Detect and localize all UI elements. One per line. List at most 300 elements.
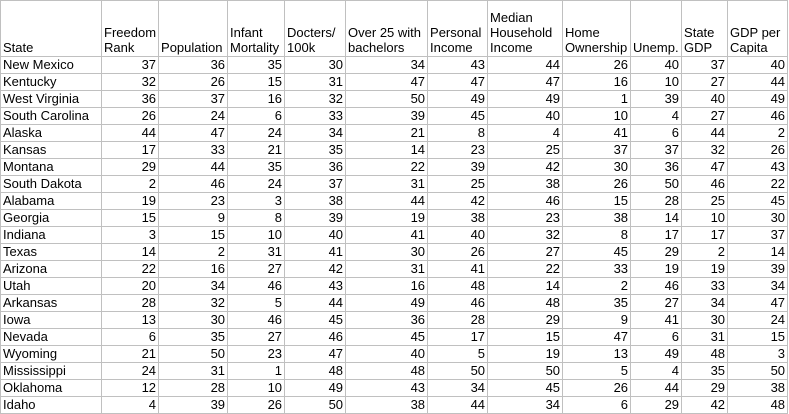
- value-cell[interactable]: 19: [346, 210, 428, 227]
- column-header-text: Income: [430, 40, 473, 55]
- value-cell[interactable]: 44: [102, 125, 159, 142]
- table-row: [1, 210, 788, 227]
- value-cell[interactable]: 27: [682, 74, 728, 91]
- value-cell[interactable]: 48: [728, 397, 788, 414]
- value-cell[interactable]: 3: [728, 346, 788, 363]
- value-cell[interactable]: 4: [102, 397, 159, 414]
- value-cell[interactable]: 34: [159, 278, 228, 295]
- column-header[interactable]: [682, 1, 728, 57]
- value-cell[interactable]: 3: [102, 227, 159, 244]
- value-cell[interactable]: 48: [346, 363, 428, 380]
- value-cell[interactable]: 38: [488, 176, 563, 193]
- value-cell[interactable]: 24: [228, 125, 285, 142]
- value-cell[interactable]: 15: [102, 210, 159, 227]
- state-name-cell[interactable]: New Mexico: [1, 57, 102, 74]
- value-cell[interactable]: 39: [159, 397, 228, 414]
- value-cell[interactable]: 8: [428, 125, 488, 142]
- table-row: [1, 346, 788, 363]
- value-cell[interactable]: 16: [563, 74, 631, 91]
- value-cell[interactable]: 41: [563, 125, 631, 142]
- value-cell[interactable]: 45: [728, 193, 788, 210]
- value-cell[interactable]: 21: [102, 346, 159, 363]
- value-cell[interactable]: 19: [488, 346, 563, 363]
- value-cell[interactable]: 1: [563, 91, 631, 108]
- value-cell[interactable]: 36: [102, 91, 159, 108]
- value-cell[interactable]: 48: [682, 346, 728, 363]
- value-cell[interactable]: 38: [428, 210, 488, 227]
- value-cell[interactable]: 43: [285, 278, 346, 295]
- value-cell[interactable]: 37: [728, 227, 788, 244]
- value-cell[interactable]: 41: [285, 244, 346, 261]
- column-header-text: State: [3, 40, 34, 55]
- column-header-text: Capita: [730, 40, 768, 55]
- value-cell[interactable]: 26: [102, 108, 159, 125]
- value-cell[interactable]: 45: [488, 380, 563, 397]
- value-cell[interactable]: 29: [631, 397, 682, 414]
- column-header-text: Freedom: [104, 25, 157, 40]
- value-cell[interactable]: 28: [428, 312, 488, 329]
- value-cell[interactable]: 25: [428, 176, 488, 193]
- value-cell[interactable]: 32: [102, 74, 159, 91]
- column-header[interactable]: [285, 1, 346, 57]
- table-row: [1, 397, 788, 414]
- value-cell[interactable]: 47: [428, 74, 488, 91]
- value-cell[interactable]: 8: [563, 227, 631, 244]
- value-cell[interactable]: 35: [563, 295, 631, 312]
- value-cell[interactable]: 35: [228, 159, 285, 176]
- value-cell[interactable]: 36: [346, 312, 428, 329]
- value-cell[interactable]: 46: [428, 295, 488, 312]
- column-header[interactable]: [228, 1, 285, 57]
- value-cell[interactable]: 26: [428, 244, 488, 261]
- value-cell[interactable]: 34: [682, 295, 728, 312]
- value-cell[interactable]: 1: [228, 363, 285, 380]
- value-cell[interactable]: 42: [285, 261, 346, 278]
- state-name-cell[interactable]: Utah: [1, 278, 102, 295]
- value-cell[interactable]: 38: [563, 210, 631, 227]
- table-row: [1, 108, 788, 125]
- value-cell[interactable]: 45: [346, 329, 428, 346]
- value-cell[interactable]: 46: [682, 176, 728, 193]
- value-cell[interactable]: 9: [563, 312, 631, 329]
- value-cell[interactable]: 15: [563, 193, 631, 210]
- state-name-cell[interactable]: Indiana: [1, 227, 102, 244]
- value-cell[interactable]: 35: [682, 363, 728, 380]
- table-row: [1, 142, 788, 159]
- state-name-cell[interactable]: Kansas: [1, 142, 102, 159]
- value-cell[interactable]: 33: [682, 278, 728, 295]
- value-cell[interactable]: 47: [346, 74, 428, 91]
- value-cell[interactable]: 37: [102, 57, 159, 74]
- value-cell[interactable]: 8: [228, 210, 285, 227]
- value-cell[interactable]: 2: [159, 244, 228, 261]
- value-cell[interactable]: 44: [285, 295, 346, 312]
- value-cell[interactable]: 14: [488, 278, 563, 295]
- table-row: [1, 261, 788, 278]
- value-cell[interactable]: 43: [346, 380, 428, 397]
- table-row: [1, 295, 788, 312]
- value-cell[interactable]: 21: [346, 125, 428, 142]
- value-cell[interactable]: 4: [631, 363, 682, 380]
- column-header-text: GDP: [684, 40, 713, 55]
- header-row: [1, 1, 788, 57]
- value-cell[interactable]: 22: [346, 159, 428, 176]
- value-cell[interactable]: 5: [563, 363, 631, 380]
- state-name-cell[interactable]: South Dakota: [1, 176, 102, 193]
- value-cell[interactable]: 49: [728, 91, 788, 108]
- value-cell[interactable]: 49: [285, 380, 346, 397]
- column-header-text: GDP per: [730, 25, 781, 40]
- value-cell[interactable]: 36: [631, 159, 682, 176]
- value-cell[interactable]: 30: [285, 57, 346, 74]
- value-cell[interactable]: 39: [285, 210, 346, 227]
- column-header-text: bachelors: [348, 40, 405, 55]
- state-name-cell[interactable]: Alabama: [1, 193, 102, 210]
- value-cell[interactable]: 45: [285, 312, 346, 329]
- value-cell[interactable]: 33: [563, 261, 631, 278]
- value-cell[interactable]: 19: [631, 261, 682, 278]
- value-cell[interactable]: 43: [728, 159, 788, 176]
- value-cell[interactable]: 42: [682, 397, 728, 414]
- value-cell[interactable]: 26: [228, 397, 285, 414]
- value-cell[interactable]: 50: [346, 91, 428, 108]
- value-cell[interactable]: 24: [728, 312, 788, 329]
- value-cell[interactable]: 40: [631, 57, 682, 74]
- column-header-text: Rank: [104, 40, 135, 55]
- value-cell[interactable]: 28: [631, 193, 682, 210]
- column-header[interactable]: [159, 1, 228, 57]
- value-cell[interactable]: 16: [346, 278, 428, 295]
- value-cell[interactable]: 20: [102, 278, 159, 295]
- value-cell[interactable]: 44: [159, 159, 228, 176]
- column-header-text: Home: [565, 25, 600, 40]
- value-cell[interactable]: 13: [102, 312, 159, 329]
- value-cell[interactable]: 6: [563, 397, 631, 414]
- value-cell[interactable]: 47: [488, 74, 563, 91]
- value-cell[interactable]: 14: [631, 210, 682, 227]
- value-cell[interactable]: 6: [102, 329, 159, 346]
- value-cell[interactable]: 46: [228, 312, 285, 329]
- value-cell[interactable]: 23: [228, 346, 285, 363]
- value-cell[interactable]: 17: [682, 227, 728, 244]
- column-header-text: Over 25 with: [348, 25, 422, 40]
- value-cell[interactable]: 3: [228, 193, 285, 210]
- value-cell[interactable]: 6: [228, 108, 285, 125]
- value-cell[interactable]: 25: [682, 193, 728, 210]
- value-cell[interactable]: 34: [346, 57, 428, 74]
- value-cell[interactable]: 35: [228, 57, 285, 74]
- value-cell[interactable]: 49: [346, 295, 428, 312]
- value-cell[interactable]: 36: [159, 57, 228, 74]
- value-cell[interactable]: 47: [682, 159, 728, 176]
- column-header-text: Ownership: [565, 40, 628, 55]
- value-cell[interactable]: 10: [228, 380, 285, 397]
- value-cell[interactable]: 47: [285, 346, 346, 363]
- state-name-cell[interactable]: Nevada: [1, 329, 102, 346]
- state-name-cell[interactable]: Mississippi: [1, 363, 102, 380]
- value-cell[interactable]: 9: [159, 210, 228, 227]
- value-cell[interactable]: 35: [285, 142, 346, 159]
- value-cell[interactable]: 19: [682, 261, 728, 278]
- value-cell[interactable]: 45: [563, 244, 631, 261]
- value-cell[interactable]: 27: [631, 295, 682, 312]
- column-header-text: Median: [490, 10, 533, 25]
- value-cell[interactable]: 42: [488, 159, 563, 176]
- table-row: [1, 159, 788, 176]
- value-cell[interactable]: 26: [728, 142, 788, 159]
- value-cell[interactable]: 14: [346, 142, 428, 159]
- value-cell[interactable]: 10: [563, 108, 631, 125]
- value-cell[interactable]: 37: [285, 176, 346, 193]
- column-header[interactable]: [1, 1, 102, 57]
- value-cell[interactable]: 30: [563, 159, 631, 176]
- value-cell[interactable]: 30: [159, 312, 228, 329]
- state-name-cell[interactable]: Arizona: [1, 261, 102, 278]
- value-cell[interactable]: 40: [682, 91, 728, 108]
- value-cell[interactable]: 50: [631, 176, 682, 193]
- value-cell[interactable]: 40: [488, 108, 563, 125]
- value-cell[interactable]: 16: [228, 91, 285, 108]
- value-cell[interactable]: 29: [488, 312, 563, 329]
- value-cell[interactable]: 22: [102, 261, 159, 278]
- value-cell[interactable]: 41: [631, 312, 682, 329]
- value-cell[interactable]: 29: [631, 244, 682, 261]
- state-name-cell[interactable]: Oklahoma: [1, 380, 102, 397]
- value-cell[interactable]: 4: [488, 125, 563, 142]
- value-cell[interactable]: 5: [428, 346, 488, 363]
- state-name-cell[interactable]: Arkansas: [1, 295, 102, 312]
- value-cell[interactable]: 10: [631, 74, 682, 91]
- value-cell[interactable]: 49: [428, 91, 488, 108]
- value-cell[interactable]: 27: [228, 261, 285, 278]
- value-cell[interactable]: 13: [563, 346, 631, 363]
- value-cell[interactable]: 33: [159, 142, 228, 159]
- value-cell[interactable]: 24: [159, 108, 228, 125]
- column-header[interactable]: [488, 1, 563, 57]
- state-name-cell[interactable]: West Virginia: [1, 91, 102, 108]
- state-name-cell[interactable]: Idaho: [1, 397, 102, 414]
- value-cell[interactable]: 32: [285, 91, 346, 108]
- value-cell[interactable]: 30: [728, 210, 788, 227]
- value-cell[interactable]: 43: [428, 57, 488, 74]
- column-header-text: Income: [490, 40, 533, 55]
- value-cell[interactable]: 27: [488, 244, 563, 261]
- column-header-text: State: [684, 25, 715, 40]
- value-cell[interactable]: 46: [728, 108, 788, 125]
- value-cell[interactable]: 26: [563, 380, 631, 397]
- value-cell[interactable]: 2: [102, 176, 159, 193]
- value-cell[interactable]: 37: [563, 142, 631, 159]
- value-cell[interactable]: 26: [159, 74, 228, 91]
- value-cell[interactable]: 40: [428, 227, 488, 244]
- state-name-cell[interactable]: Wyoming: [1, 346, 102, 363]
- value-cell[interactable]: 31: [346, 261, 428, 278]
- value-cell[interactable]: 44: [728, 74, 788, 91]
- value-cell[interactable]: 27: [682, 108, 728, 125]
- value-cell[interactable]: 46: [159, 176, 228, 193]
- value-cell[interactable]: 27: [228, 329, 285, 346]
- value-cell[interactable]: 37: [159, 91, 228, 108]
- value-cell[interactable]: 31: [346, 176, 428, 193]
- value-cell[interactable]: 38: [346, 397, 428, 414]
- table-row: [1, 91, 788, 108]
- table-row: [1, 176, 788, 193]
- value-cell[interactable]: 15: [728, 329, 788, 346]
- value-cell[interactable]: 15: [488, 329, 563, 346]
- value-cell[interactable]: 24: [228, 176, 285, 193]
- value-cell[interactable]: 42: [428, 193, 488, 210]
- value-cell[interactable]: 50: [428, 363, 488, 380]
- value-cell[interactable]: 23: [488, 210, 563, 227]
- value-cell[interactable]: 49: [631, 346, 682, 363]
- table-row: [1, 363, 788, 380]
- value-cell[interactable]: 31: [285, 74, 346, 91]
- column-header-text: 100k: [287, 40, 316, 55]
- value-cell[interactable]: 48: [428, 278, 488, 295]
- value-cell[interactable]: 15: [228, 74, 285, 91]
- column-header[interactable]: [102, 1, 159, 57]
- column-header-text: Population: [161, 40, 223, 55]
- table-row: [1, 57, 788, 74]
- state-name-cell[interactable]: Montana: [1, 159, 102, 176]
- value-cell[interactable]: 47: [159, 125, 228, 142]
- value-cell[interactable]: 34: [728, 278, 788, 295]
- column-header[interactable]: [728, 1, 788, 57]
- value-cell[interactable]: 50: [285, 397, 346, 414]
- value-cell[interactable]: 6: [631, 329, 682, 346]
- value-cell[interactable]: 30: [682, 312, 728, 329]
- value-cell[interactable]: 28: [102, 295, 159, 312]
- table-row: [1, 312, 788, 329]
- value-cell[interactable]: 15: [159, 227, 228, 244]
- value-cell[interactable]: 28: [159, 380, 228, 397]
- value-cell[interactable]: 47: [563, 329, 631, 346]
- value-cell[interactable]: 34: [488, 397, 563, 414]
- value-cell[interactable]: 44: [346, 193, 428, 210]
- value-cell[interactable]: 26: [563, 176, 631, 193]
- value-cell[interactable]: 34: [428, 380, 488, 397]
- value-cell[interactable]: 34: [285, 125, 346, 142]
- value-cell[interactable]: 29: [682, 380, 728, 397]
- column-header[interactable]: [631, 1, 682, 57]
- value-cell[interactable]: 33: [285, 108, 346, 125]
- value-cell[interactable]: 14: [102, 244, 159, 261]
- state-name-cell[interactable]: Kentucky: [1, 74, 102, 91]
- value-cell[interactable]: 10: [228, 227, 285, 244]
- value-cell[interactable]: 44: [631, 380, 682, 397]
- value-cell[interactable]: 41: [346, 227, 428, 244]
- value-cell[interactable]: 25: [488, 142, 563, 159]
- value-cell[interactable]: 38: [728, 380, 788, 397]
- value-cell[interactable]: 48: [488, 295, 563, 312]
- value-cell[interactable]: 29: [102, 159, 159, 176]
- value-cell[interactable]: 44: [488, 57, 563, 74]
- value-cell[interactable]: 50: [728, 363, 788, 380]
- value-cell[interactable]: 30: [346, 244, 428, 261]
- value-cell[interactable]: 5: [228, 295, 285, 312]
- value-cell[interactable]: 37: [631, 142, 682, 159]
- value-cell[interactable]: 21: [228, 142, 285, 159]
- value-cell[interactable]: 46: [631, 278, 682, 295]
- column-header-text: Personal: [430, 25, 482, 40]
- value-cell[interactable]: 22: [488, 261, 563, 278]
- column-header-text: Household: [490, 25, 553, 40]
- value-cell[interactable]: 4: [631, 108, 682, 125]
- value-cell[interactable]: 40: [346, 346, 428, 363]
- value-cell[interactable]: 19: [102, 193, 159, 210]
- value-cell[interactable]: 50: [488, 363, 563, 380]
- column-header[interactable]: [346, 1, 428, 57]
- table-body: [1, 57, 788, 414]
- value-cell[interactable]: 31: [228, 244, 285, 261]
- value-cell[interactable]: 31: [682, 329, 728, 346]
- state-name-cell[interactable]: Alaska: [1, 125, 102, 142]
- value-cell[interactable]: 10: [682, 210, 728, 227]
- state-name-cell[interactable]: Iowa: [1, 312, 102, 329]
- value-cell[interactable]: 44: [682, 125, 728, 142]
- value-cell[interactable]: 2: [563, 278, 631, 295]
- value-cell[interactable]: 46: [285, 329, 346, 346]
- value-cell[interactable]: 39: [631, 91, 682, 108]
- value-cell[interactable]: 39: [728, 261, 788, 278]
- value-cell[interactable]: 32: [682, 142, 728, 159]
- value-cell[interactable]: 47: [728, 295, 788, 312]
- value-cell[interactable]: 38: [285, 193, 346, 210]
- value-cell[interactable]: 46: [488, 193, 563, 210]
- state-name-cell[interactable]: South Carolina: [1, 108, 102, 125]
- value-cell[interactable]: 40: [285, 227, 346, 244]
- value-cell[interactable]: 39: [428, 159, 488, 176]
- value-cell[interactable]: 32: [488, 227, 563, 244]
- value-cell[interactable]: 48: [285, 363, 346, 380]
- value-cell[interactable]: 16: [159, 261, 228, 278]
- value-cell[interactable]: 12: [102, 380, 159, 397]
- value-cell[interactable]: 23: [159, 193, 228, 210]
- value-cell[interactable]: 17: [631, 227, 682, 244]
- column-header[interactable]: [428, 1, 488, 57]
- state-name-cell[interactable]: Georgia: [1, 210, 102, 227]
- value-cell[interactable]: 35: [159, 329, 228, 346]
- column-header-text: Infant: [230, 25, 263, 40]
- value-cell[interactable]: 23: [428, 142, 488, 159]
- value-cell[interactable]: 2: [682, 244, 728, 261]
- value-cell[interactable]: 6: [631, 125, 682, 142]
- value-cell[interactable]: 37: [682, 57, 728, 74]
- value-cell[interactable]: 41: [428, 261, 488, 278]
- value-cell[interactable]: 17: [102, 142, 159, 159]
- value-cell[interactable]: 17: [428, 329, 488, 346]
- value-cell[interactable]: 26: [563, 57, 631, 74]
- value-cell[interactable]: 24: [102, 363, 159, 380]
- table-row: [1, 193, 788, 210]
- state-name-cell[interactable]: Texas: [1, 244, 102, 261]
- value-cell[interactable]: 22: [728, 176, 788, 193]
- value-cell[interactable]: 36: [285, 159, 346, 176]
- value-cell[interactable]: 31: [159, 363, 228, 380]
- value-cell[interactable]: 45: [428, 108, 488, 125]
- value-cell[interactable]: 2: [728, 125, 788, 142]
- value-cell[interactable]: 14: [728, 244, 788, 261]
- value-cell[interactable]: 50: [159, 346, 228, 363]
- value-cell[interactable]: 32: [159, 295, 228, 312]
- value-cell[interactable]: 40: [728, 57, 788, 74]
- value-cell[interactable]: 46: [228, 278, 285, 295]
- column-header-text: Mortality: [230, 40, 280, 55]
- value-cell[interactable]: 44: [428, 397, 488, 414]
- value-cell[interactable]: 49: [488, 91, 563, 108]
- column-header[interactable]: [563, 1, 631, 57]
- value-cell[interactable]: 39: [346, 108, 428, 125]
